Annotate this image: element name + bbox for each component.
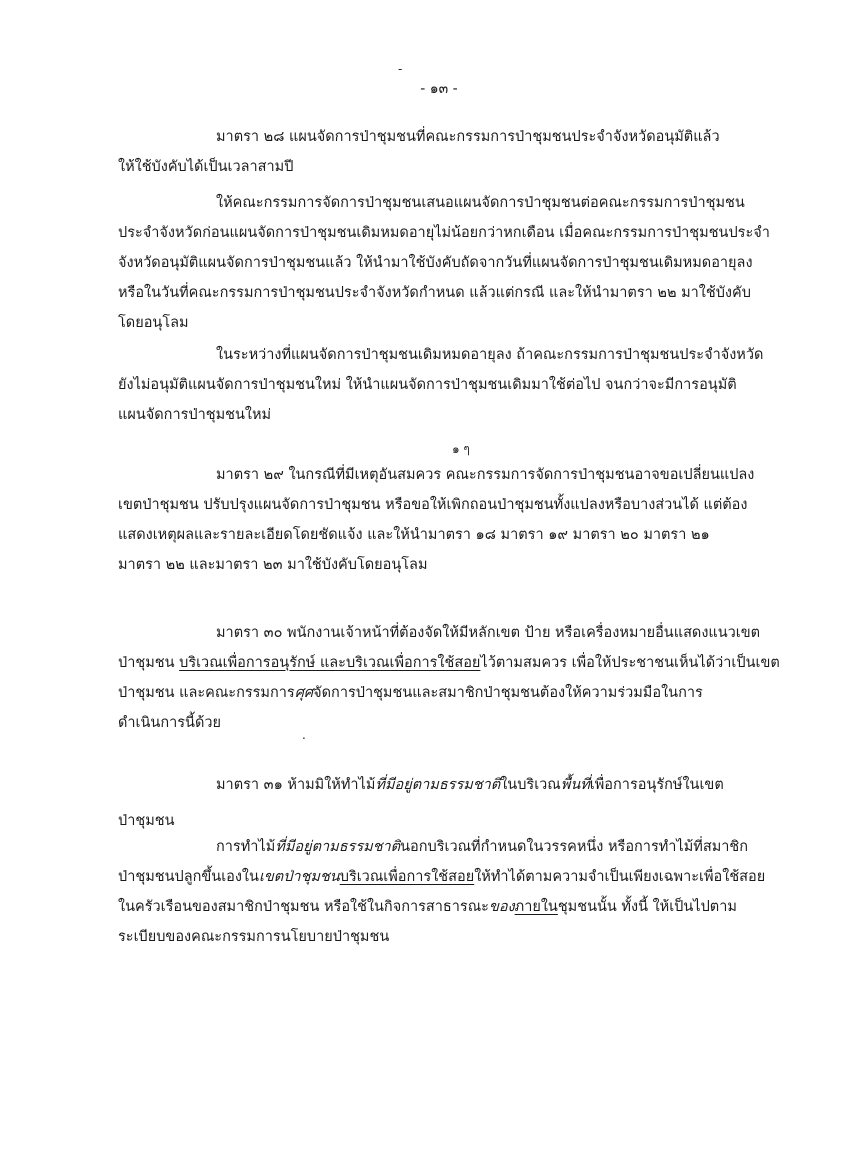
section-31	[118, 770, 758, 836]
s29-line-3: แสดงเหตุผลและรายละเอียดโดยชัดแจ้ง และให้นำมาตรา ๑๘ มาตรา ๑๙ มาตรา ๒๐ มาตรา ๒๑	[118, 527, 710, 543]
p31b-line-3	[118, 892, 758, 922]
s30-line-3	[118, 678, 758, 708]
section-28-paragraph-2	[118, 188, 770, 338]
p31b-struck-2: เขตป่าชุมชน	[258, 869, 340, 885]
s30-line-2	[118, 648, 780, 678]
s31-struck-1: ที่มีอยู่ตามธรรมชาติ	[375, 777, 501, 793]
p3-line-3: แผนจัดการป่าชุมชนใหม่	[118, 407, 272, 423]
p31b-underlined-area: บริเวณเพื่อการใช้สอย	[339, 869, 475, 885]
s29-line-4: มาตรา ๒๒ และมาตรา ๒๓ มาใช้บังคับโดยอนุโลม	[118, 557, 428, 573]
s31-line-1-a: มาตรา ๓๑ ห้ามมิให้ทำไม้	[216, 777, 376, 793]
s30-line-1: มาตรา ๓๐ พนักงานเจ้าหน้าที่ต้องจัดให้มีหลักเขต ป้าย หรือเครื่องหมายอื่นแสดงแนวเขต	[216, 625, 761, 641]
stray-mark-dot: .	[302, 728, 306, 742]
stray-mark-top: -	[398, 62, 403, 76]
section-28-line-1: มาตรา ๒๘ แผนจัดการป่าชุมชนที่คณะกรรมการป่าชุมชนประจำจังหวัดอนุมัติแล้ว	[216, 129, 720, 145]
p31b-line-2	[118, 862, 766, 892]
p31b-line-1-a: การทำไม้	[216, 839, 276, 855]
p31b-line-2-b: ให้ทำได้ตามความจำเป็นเพียงเฉพาะเพื่อใช้สอย	[474, 869, 766, 885]
section-31-paragraph-2	[118, 832, 766, 952]
s29-line-1: มาตรา ๒๙ ในกรณีที่มีเหตุอันสมควร คณะกรรมการจัดการป่าชุมชนอาจขอเปลี่ยนแปลง	[216, 467, 755, 483]
p31b-line-1	[118, 832, 758, 862]
p31b-line-4: ระเบียบของคณะกรรมการนโยบายป่าชุมชน	[118, 929, 390, 945]
p2-line-1: ให้คณะกรรมการจัดการป่าชุมชนเสนอแผนจัดการป่าชุมชนต่อคณะกรรมการป่าชุมชน	[216, 195, 745, 211]
p31b-struck-1: ที่มีอยู่ตามธรรมชาติ	[275, 839, 401, 855]
page-number: - ๑๓ -	[420, 81, 458, 97]
section-28-line-2: ให้ใช้บังคับได้เป็นเวลาสามปี	[118, 159, 294, 175]
p31b-underlined-within: ภายใน	[514, 899, 558, 915]
p31b-line-2-a: ป่าชุมชนปลูกขึ้นเองใน	[118, 869, 259, 885]
s30-line-2-a: ป่าชุมชน	[118, 655, 180, 671]
s30-line-4: ดำเนินการนี้ด้วย	[118, 715, 222, 731]
p3-line-1: ในระหว่างที่แผนจัดการป่าชุมชนเดิมหมดอายุลง ถ้าคณะกรรมการป่าชุมชนประจำจังหวัด	[216, 347, 764, 363]
s31-line-2: ป่าชุมชน	[118, 813, 175, 829]
s31-line-1-c: เพื่อการอนุรักษ์ในเขต	[589, 777, 724, 793]
s30-strikeout: ศุศ	[294, 685, 314, 701]
p31b-line-3-a: ในครัวเรือนของสมาชิกป่าชุมชน หรือใช้ในกิจการสาธารณะ	[118, 899, 489, 915]
p31b-line-1-b: นอกบริเวณที่กำหนดในวรรคหนึ่ง หรือการทำไม้ที่สมาชิก	[400, 839, 749, 855]
p2-line-3: จังหวัดอนุมัติแผนจัดการป่าชุมชนแล้ว ให้นำมาใช้บังคับถัดจากวันที่แผนจัดการป่าชุมชนเดิมหมดอายุลง	[118, 255, 753, 271]
p2-line-2: ประจำจังหวัดก่อนแผนจัดการป่าชุมชนเดิมหมดอายุไม่น้อยกว่าหกเดือน เมื่อคณะกรรมการป่าชุมชนประจำ	[118, 225, 770, 241]
p3-line-2: ยังไม่อนุมัติแผนจัดการป่าชุมชนใหม่ ให้นำแผนจัดการป่าชุมชนเดิมมาใช้ต่อไป จนกว่าจะมีการอนุมัติ	[118, 377, 737, 393]
s30-line-2-b: ไว้ตามสมควร เพื่อให้ประชาชนเห็นได้ว่าเป็นเขต	[480, 655, 780, 671]
section-29	[118, 460, 758, 580]
p2-line-4: หรือในวันที่คณะกรรมการป่าชุมชนประจำจังหวัดกำหนด แล้วแต่กรณี และให้นำมาตรา ๒๒ มาใช้บังคับ	[118, 285, 751, 301]
section-30	[118, 618, 780, 738]
s31-line-1	[118, 770, 758, 800]
section-28	[118, 122, 758, 182]
s31-struck-2: พื้นที่	[560, 777, 590, 793]
stray-mark-mid: ๑ ๆ	[452, 442, 470, 456]
section-28-paragraph-3	[118, 340, 764, 430]
s31-line-1-b: ในบริเวณ	[500, 777, 561, 793]
s30-underlined-areas: บริเวณเพื่อการอนุรักษ์ และบริเวณเพื่อการใช้สอย	[179, 655, 481, 671]
s29-line-2: เขตป่าชุมชน ปรับปรุงแผนจัดการป่าชุมชน หรือขอให้เพิกถอนป่าชุมชนทั้งแปลงหรือบางส่วนได้ แต่ต้อง	[118, 497, 748, 513]
s30-line-3-b: จัดการป่าชุมชนและสมาชิกป่าชุมชนต้องให้ความร่วมมือในการ	[313, 685, 703, 701]
p2-line-5: โดยอนุโลม	[118, 315, 189, 331]
p31b-struck-3: ของ	[488, 899, 515, 915]
p31b-line-3-b: ชุมชนนั้น ทั้งนี้ ให้เป็นไปตาม	[557, 899, 737, 915]
s30-line-3-a: ป่าชุมชน และคณะกรรมการ	[118, 685, 295, 701]
